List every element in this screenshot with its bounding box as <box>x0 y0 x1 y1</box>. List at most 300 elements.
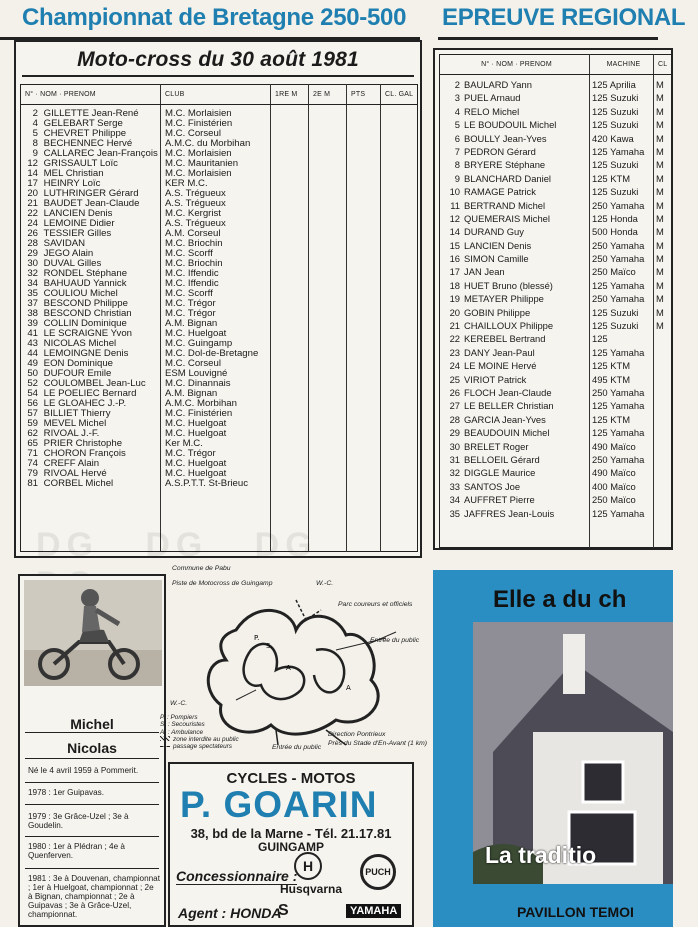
regional-entry-number: 23 <box>449 346 460 358</box>
entry-name: DUFOUR Emile <box>43 368 112 379</box>
regional-entry-name: BOULLY Jean-Yves <box>464 132 547 144</box>
entry-number: 2 <box>32 108 38 119</box>
entry-number: 34 <box>27 278 38 289</box>
entry-number: 21 <box>27 198 38 209</box>
regional-entry-number: 20 <box>449 306 460 318</box>
entry-club: M.C. Morlaisien <box>165 108 232 119</box>
entry-name: NICOLAS Michel <box>43 338 117 349</box>
entry-number: 5 <box>32 128 38 139</box>
entry-number: 65 <box>27 438 38 449</box>
regional-entry-name-row <box>440 399 589 412</box>
legend-ambulance: A. : Ambulance <box>160 728 204 736</box>
regional-entry-cl: M <box>656 92 664 104</box>
entry-number: 38 <box>27 308 38 319</box>
entry-name: BILLIET Thierry <box>43 408 111 419</box>
regional-entry-cl: M <box>656 266 664 278</box>
regional-entry-name-row <box>440 292 589 305</box>
entry-name: EON Dominique <box>43 358 113 369</box>
regional-entry-machine: 490 Maïco <box>592 467 636 479</box>
regional-entry-name: AUFFRET Pierre <box>464 494 535 506</box>
regional-entry-machine: 125 KTM <box>592 172 631 184</box>
regional-entry-machine: 125 Aprilia <box>592 79 636 90</box>
machines-column <box>592 78 653 520</box>
map-direction: Direction Pontrieux <box>328 731 386 738</box>
regional-entries-table <box>439 54 673 548</box>
entry-name: GELEBART Serge <box>43 118 123 129</box>
regional-names-column <box>440 78 589 520</box>
regional-entry-name-row <box>440 252 589 265</box>
regional-entry-name: JAN Jean <box>464 266 505 278</box>
regional-entry-name: GOBIN Philippe <box>464 306 531 318</box>
entry-row-name <box>21 479 160 489</box>
entry-name: LE POELIEC Bernard <box>43 388 137 399</box>
pts-column <box>347 105 381 552</box>
regional-entry-name-row <box>440 453 589 466</box>
regional-entry-name-row <box>440 466 589 479</box>
regional-entry-number: 25 <box>449 373 460 385</box>
m2-column <box>309 105 347 552</box>
entry-number: 49 <box>27 358 38 369</box>
entry-name: COLLIN Dominique <box>43 318 127 329</box>
regional-entry-name-row <box>440 346 589 359</box>
regional-entry-cl: M <box>656 172 664 184</box>
entry-name: CREFF Alain <box>43 458 100 469</box>
entry-number: 30 <box>27 258 38 269</box>
col-header-club: CLUB <box>161 85 271 105</box>
regional-entry-cl <box>656 399 672 412</box>
rider-birth: Né le 4 avril 1959 à Pommerit. <box>28 766 139 775</box>
entries-table <box>20 84 418 552</box>
legend-zone: zone interdite au public <box>160 736 239 743</box>
regional-entry-name-row <box>440 185 589 198</box>
regional-entry-machine: 250 Yamaha <box>592 239 645 251</box>
entry-name: BAHUAUD Yannick <box>43 278 127 289</box>
entry-number: 41 <box>27 328 38 339</box>
regional-entry-name: BELLOEIL Gérard <box>464 453 540 465</box>
card-rule-2 <box>25 758 159 759</box>
regional-entry-name: RAMAGE Patrick <box>464 186 536 198</box>
regional-entry-name-row <box>440 386 589 399</box>
regional-entry-name-row <box>440 279 589 292</box>
regional-entry-cl <box>656 440 672 453</box>
entry-name: HEINRY Loïc <box>43 178 101 189</box>
entry-number: 79 <box>27 468 38 479</box>
regional-entry-name: RELO Michel <box>464 105 520 117</box>
regional-entry-name-row <box>440 78 589 91</box>
map-entree-public: Entrée du public <box>370 637 420 644</box>
entry-number: 17 <box>27 178 38 189</box>
regional-entry-machine: 125 Yamaha <box>592 145 645 157</box>
regional-entry-machine: 250 Maïco <box>592 266 636 278</box>
col-header-pts: PTS <box>347 85 381 105</box>
regional-entry-machine: 125 Suzuki <box>592 119 639 131</box>
regional-entry-cl: M <box>656 199 664 211</box>
regional-entry-machine: 490 Maïco <box>592 440 636 452</box>
regional-entry-machine: 125 Suzuki <box>592 159 639 171</box>
regional-entry-cl <box>656 373 672 386</box>
cl-column <box>656 78 672 520</box>
entry-number: 52 <box>27 378 38 389</box>
col-header-name-2: N° · NOM · PRENOM <box>440 55 590 75</box>
goarin-advertisement <box>168 762 414 927</box>
entry-number: 39 <box>27 318 38 329</box>
entry-name: COULOMBEL Jean-Luc <box>43 378 146 389</box>
map-commune: Commune de Pabu <box>172 565 231 572</box>
clubs-column <box>165 109 270 489</box>
regional-entry-name-row <box>440 212 589 225</box>
husqvarna-text: Husqvarna <box>280 882 343 896</box>
entry-name: CHEVRET Philippe <box>43 128 127 139</box>
championship-title: Championnat de Bretagne 250-500 <box>22 4 407 31</box>
entry-name: BAUDET Jean-Claude <box>43 198 140 209</box>
regional-entry-cl <box>656 413 672 426</box>
entry-number: 81 <box>27 478 38 489</box>
regional-entry-number: 8 <box>454 159 460 171</box>
regional-entry-cl: M <box>656 253 664 265</box>
entry-club: M.C. Guingamp <box>165 338 233 349</box>
entry-club: M.C. Dol-de-Bretagne <box>165 348 259 359</box>
entry-number: 44 <box>27 348 38 359</box>
regional-entry-name-row <box>440 91 589 104</box>
map-stade: Près du Stade d'En-Avant (1 km) <box>328 740 428 747</box>
entry-number: 20 <box>27 188 38 199</box>
card-rule <box>25 732 159 733</box>
regional-entry-number: 29 <box>449 427 460 439</box>
entry-name: GRISSAULT Loïc <box>43 158 118 169</box>
regional-entry-machine: 125 Yamaha <box>592 507 645 519</box>
regional-entry-machine: 125 Yamaha <box>592 400 645 412</box>
race-subtitle: Moto-cross du 30 août 1981 <box>77 48 359 71</box>
col-header-clgal: CL. GAL <box>381 85 418 105</box>
regional-entry-name-row <box>440 118 589 131</box>
regional-entry-name-row <box>440 306 589 319</box>
regional-entry-number: 24 <box>449 360 460 372</box>
entry-club: A.M. Corseul <box>165 228 221 239</box>
svg-text:A: A <box>286 664 291 672</box>
regional-entry-number: 27 <box>449 400 460 412</box>
regional-entry-number: 14 <box>449 226 460 238</box>
entry-name: CORBEL Michel <box>43 478 114 489</box>
regional-entry-name: SIMON Camille <box>464 253 529 265</box>
entry-club: M.C. Corseul <box>165 128 221 139</box>
entry-name: COULIOU Michel <box>43 288 118 299</box>
regional-entry-name-row <box>440 105 589 118</box>
regional-entry-number: 5 <box>454 119 460 131</box>
entry-number: 74 <box>27 458 38 469</box>
entry-name: BESCOND Philippe <box>43 298 128 309</box>
ad-address: 38, bd de la Marne - Tél. 21.17.81 <box>190 826 392 841</box>
regional-entry-machine: 250 Yamaha <box>592 386 645 398</box>
regional-entry-name-row <box>440 145 589 158</box>
map-entree-public-2: Entrée du public <box>272 744 322 751</box>
regional-entry-name-row <box>440 225 589 238</box>
regional-entry-name-row <box>440 426 589 439</box>
legend-pompiers: P. : Pompiers <box>160 714 198 721</box>
svg-text:S.: S. <box>266 642 273 650</box>
clgal-column <box>381 105 418 552</box>
regional-entry-name: GARCIA Jean-Yves <box>464 413 546 425</box>
entry-number: 24 <box>27 218 38 229</box>
svg-text:A: A <box>346 684 351 692</box>
regional-entry-machine: 125 <box>592 333 608 345</box>
regional-entry-machine: 250 Maïco <box>592 494 636 506</box>
entry-number: 56 <box>27 398 38 409</box>
suzuki-logo: S <box>278 902 289 919</box>
entry-number: 14 <box>27 168 38 179</box>
entry-name: CHORON François <box>43 448 126 459</box>
regional-entry-name-row <box>440 132 589 145</box>
regional-entry-cl: M <box>656 212 664 224</box>
entry-number: 54 <box>27 388 38 399</box>
entry-club: A.M.C. du Morbihan <box>165 138 251 149</box>
entry-number: 59 <box>27 418 38 429</box>
regional-entry-name: JAFFRES Jean-Louis <box>464 507 555 519</box>
regional-entry-machine: 125 Yamaha <box>592 427 645 439</box>
ad-concessionnaire: Concessionnaire : <box>176 868 298 884</box>
regional-entry-cl <box>656 507 672 520</box>
regional-entry-cl <box>656 359 672 372</box>
map-legend <box>160 714 239 750</box>
svg-text:P.: P. <box>254 634 260 642</box>
entry-club: M.C. Scorff <box>165 248 213 259</box>
regional-entry-name: DANY Jean-Paul <box>464 346 535 358</box>
card-rule-5 <box>25 836 159 837</box>
regional-entry-name-row <box>440 493 589 506</box>
col-header-cl: CL <box>654 55 673 75</box>
regional-entry-machine: 125 Honda <box>592 212 638 224</box>
entry-club: A.S. Trégueux <box>165 188 226 199</box>
entry-name: PRIER Christophe <box>43 438 123 449</box>
regional-entry-name-row <box>440 319 589 332</box>
rider-record-1978: 1978 : 1er Guipavas. <box>28 788 105 797</box>
regional-entry-number: 18 <box>449 279 460 291</box>
regional-entry-number: 17 <box>449 266 460 278</box>
entry-club: M.C. Trégor <box>165 308 216 319</box>
ad-shop-name: P. GOARIN <box>180 784 378 825</box>
title-rule-right <box>438 37 658 40</box>
regional-entry-machine: 125 Yamaha <box>592 346 645 358</box>
husqvarna-logo: H <box>294 852 322 880</box>
entry-name: MEVEL Michel <box>43 418 107 429</box>
regional-entry-cl: M <box>656 132 664 144</box>
regional-entry-cl: M <box>656 320 664 332</box>
entry-number: 26 <box>27 228 38 239</box>
regional-title: EPREUVE REGIONAL <box>442 4 686 31</box>
entry-club: M.C. Mauritanien <box>165 158 239 169</box>
card-rule-4 <box>25 804 159 805</box>
regional-entry-name: QUEMERAIS Michel <box>464 212 550 224</box>
col-header-machine: MACHINE <box>590 55 654 75</box>
regional-entry-name: DIGGLE Maurice <box>464 467 536 479</box>
regional-entry-name: SANTOS Joe <box>464 480 521 492</box>
entry-club: M.C. Morlaisien <box>165 148 232 159</box>
regional-entry-machine: 125 Suzuki <box>592 186 639 198</box>
regional-entry-cl: M <box>656 239 664 251</box>
blue-ad-tagline: La traditio <box>485 842 597 868</box>
regional-entry-machine: 125 Suzuki <box>592 320 639 332</box>
regional-entry-number: 35 <box>449 507 460 519</box>
regional-entry-number: 32 <box>449 467 460 479</box>
regional-entry-name: PUEL Arnaud <box>464 92 521 104</box>
regional-entry-machine: 125 Suzuki <box>592 92 639 104</box>
rider-last-name: Nicolas <box>67 740 117 756</box>
entry-number: 43 <box>27 338 38 349</box>
regional-entry-name-row <box>440 332 589 345</box>
entry-club: ESM Louvigné <box>165 368 228 379</box>
legend-secouristes: S. : Secouristes <box>160 721 205 729</box>
map-wc: W.-C. <box>316 580 334 587</box>
regional-entry-name-row <box>440 172 589 185</box>
regional-entry-cl <box>656 466 672 479</box>
regional-entry-number: 9 <box>454 172 460 184</box>
regional-entry-machine: 420 Kawa <box>592 132 634 144</box>
entry-club: M.C. Finistérien <box>165 408 233 419</box>
regional-entry-number: 21 <box>449 320 460 332</box>
regional-entry-name: BERTRAND Michel <box>464 199 546 211</box>
regional-entry-name-row <box>440 440 589 453</box>
entry-club: M.C. Huelgoat <box>165 428 227 439</box>
entry-club: Ker M.C. <box>165 438 203 449</box>
regional-entry-cl <box>656 453 672 466</box>
entry-club: A.S. Trégueux <box>165 218 226 229</box>
entry-number: 57 <box>27 408 38 419</box>
col-header-m1: 1RE M <box>271 85 309 105</box>
entry-club: A.S.P.T.T. St-Brieuc <box>165 478 248 489</box>
regional-entry-name: LE BELLER Christian <box>464 400 554 412</box>
regional-entry-cl: M <box>656 293 664 305</box>
entry-club: M.C. Finistérien <box>165 118 233 129</box>
entry-club: M.C. Dinannais <box>165 378 231 389</box>
regional-entry-machine: 250 Yamaha <box>592 293 645 305</box>
col-header-m2: 2E M <box>309 85 347 105</box>
regional-entry-name: DURAND Guy <box>464 226 524 238</box>
regional-entry-number: 2 <box>454 79 460 90</box>
map-wc-2: W.-C. <box>170 700 188 707</box>
regional-entry-number: 30 <box>449 440 460 452</box>
regional-entry-number: 6 <box>454 132 460 144</box>
regional-entry-name: KEREBEL Bertrand <box>464 333 546 345</box>
entry-name: LE GLOAHEC J.-P. <box>43 398 127 409</box>
regional-entry-number: 34 <box>449 494 460 506</box>
regional-entry-name-row <box>440 199 589 212</box>
regional-entry-cl <box>656 493 672 506</box>
regional-entry-name: BLANCHARD Daniel <box>464 172 552 184</box>
entry-name: RONDEL Stéphane <box>43 268 128 279</box>
entry-name: CALLAREC Jean-François <box>43 148 158 159</box>
entry-name: LUTHRINGER Gérard <box>43 188 139 199</box>
regional-entry-number: 26 <box>449 386 460 398</box>
entry-club: A.S. Trégueux <box>165 198 226 209</box>
entry-name: LEMOINGNE Denis <box>43 348 129 359</box>
ad-agent: Agent : HONDA <box>178 905 282 921</box>
col-header-name: N° · NOM · PRENOM <box>21 85 161 105</box>
m1-column <box>271 105 309 552</box>
map-parc: Parc coureurs et officiels <box>338 601 413 608</box>
regional-entry-name-row <box>440 239 589 252</box>
regional-entry-cl: M <box>656 159 664 171</box>
entry-name: DUVAL Gilles <box>43 258 102 269</box>
regional-entry-name: BRYERE Stéphane <box>464 159 546 171</box>
regional-entry-name: BAULARD Yann <box>464 79 532 90</box>
entry-club: M.C. Huelgoat <box>165 328 227 339</box>
regional-entry-cl: M <box>656 186 664 198</box>
regional-entry-number: 16 <box>449 253 460 265</box>
regional-entry-machine: 495 KTM <box>592 373 631 385</box>
regional-entry-number: 11 <box>450 199 460 211</box>
regional-entry-cl: M <box>656 226 664 238</box>
regional-entry-name: PEDRON Gérard <box>464 145 536 157</box>
entry-number: 28 <box>27 238 38 249</box>
regional-entry-name: LANCIEN Denis <box>464 239 532 251</box>
entry-club: A.M.C. Morbihan <box>165 398 237 409</box>
regional-entry-name-row <box>440 507 589 520</box>
entry-name: BECHENNEC Hervé <box>43 138 133 149</box>
regional-entry-number: 33 <box>449 480 460 492</box>
ad-city: GUINGAMP <box>258 840 324 854</box>
entry-club: M.C. Huelgoat <box>165 418 227 429</box>
regional-entry-name: METAYER Philippe <box>464 293 544 305</box>
entry-club: M.C. Briochin <box>165 258 223 269</box>
names-column <box>21 109 160 489</box>
regional-entry-machine: 125 Suzuki <box>592 105 639 117</box>
entry-club: M.C. Iffendic <box>165 268 219 279</box>
regional-entry-name-row <box>440 158 589 171</box>
regional-entry-cl <box>656 332 672 345</box>
regional-entry-name: HUET Bruno (blessé) <box>464 279 553 291</box>
regional-entry-machine: 250 Yamaha <box>592 453 645 465</box>
entry-number: 35 <box>27 288 38 299</box>
entry-name: LEMOINE Didier <box>43 218 115 229</box>
regional-entry-name-row <box>440 373 589 386</box>
legend-passage: passage spectateurs <box>160 743 239 750</box>
entry-name: JEGO Alain <box>43 248 94 259</box>
regional-entry-number: 22 <box>449 333 460 345</box>
regional-entry-number: 28 <box>449 413 460 425</box>
regional-entry-cl: M <box>656 145 664 157</box>
entry-club: M.C. Morlaisien <box>165 168 232 179</box>
regional-entry-name: LE MOINE Hervé <box>464 360 537 372</box>
regional-entry-machine: 400 Maïco <box>592 480 636 492</box>
entry-number: 50 <box>27 368 38 379</box>
pavillon-advertisement <box>433 570 673 927</box>
entry-club: M.C. Corseul <box>165 358 221 369</box>
rider-profile-card <box>18 574 166 927</box>
regional-entry-name-row <box>440 480 589 493</box>
regional-entry-number: 15 <box>449 239 460 251</box>
entry-club: M.C. Briochin <box>165 238 223 249</box>
regional-entry-cl: M <box>656 119 664 131</box>
subtitle-rule <box>22 75 414 77</box>
regional-entry-machine: 125 KTM <box>592 360 631 372</box>
entry-club: M.C. Kergrist <box>165 208 221 219</box>
regional-entry-name-row <box>440 265 589 278</box>
puch-logo: PUCH <box>360 854 396 890</box>
regional-entry-name-row <box>440 359 589 372</box>
rider-photo <box>24 580 162 686</box>
entry-number: 8 <box>32 138 38 149</box>
regional-entry-cl <box>656 346 672 359</box>
yamaha-logo: YAMAHA <box>346 904 401 918</box>
regional-entry-machine: 125 Suzuki <box>592 306 639 318</box>
rider-record-1980: 1980 : 1er à Plédran ; 4e à Quenferven. <box>28 842 125 860</box>
regional-entry-name: LE BOUDOUIL Michel <box>464 119 557 131</box>
entry-name: MEL Christian <box>43 168 104 179</box>
entry-name: SAVIDAN <box>43 238 86 249</box>
regional-entry-number: 7 <box>454 145 460 157</box>
entry-name: TESSIER Gilles <box>43 228 112 239</box>
entry-club: M.C. Scorff <box>165 288 213 299</box>
entry-club: M.C. Trégor <box>165 448 216 459</box>
